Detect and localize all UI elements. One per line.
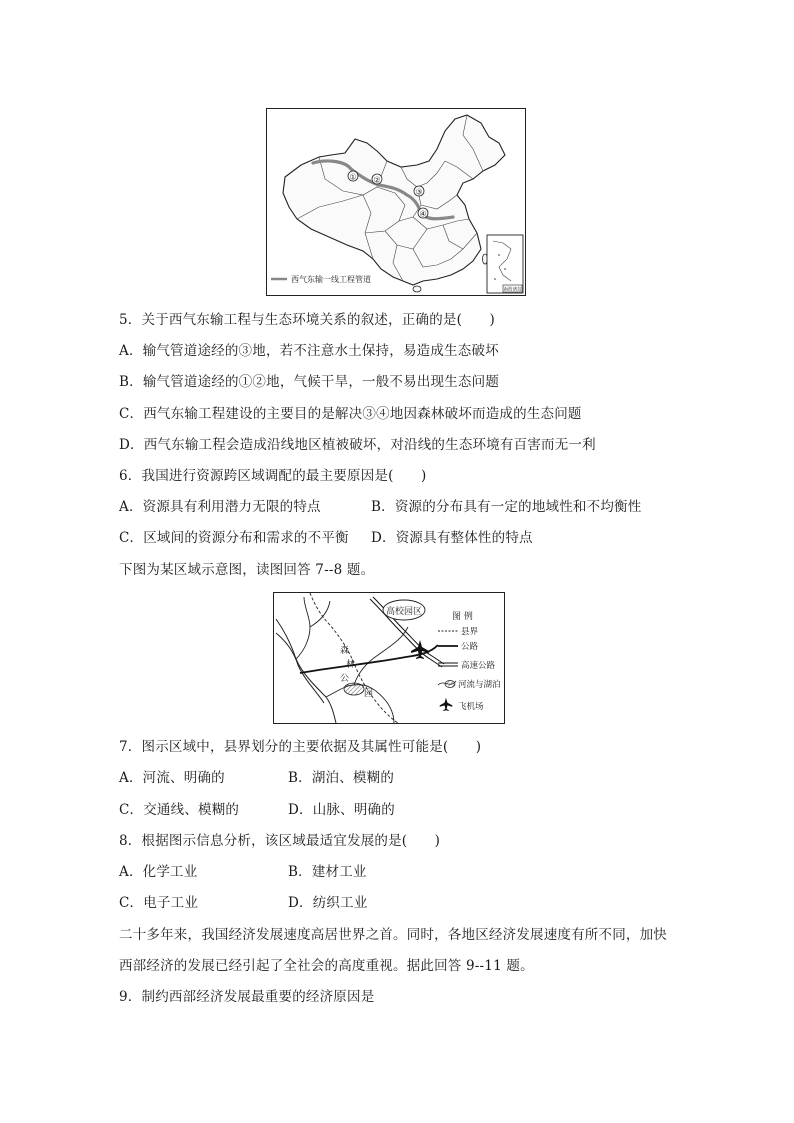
intro-7-8: 下图为某区域示意图，读图回答 7--8 题。 (119, 562, 375, 578)
pipeline-legend-label: 西气东输一线工程管道 (291, 275, 371, 284)
marker-2 (372, 174, 382, 185)
intro-9-11-line1: 二十多年来，我国经济发展速度高居世界之首。同时，各地区经济发展速度有所不同，加快 (119, 927, 667, 943)
q7-option-b: B．湖泊、模糊的 (288, 770, 395, 786)
marker-4 (418, 208, 428, 219)
q7-option-a: A．河流、明确的 (119, 770, 225, 786)
q6-option-a: A．资源具有利用潜力无限的特点 (119, 499, 321, 515)
q6-stem: 6．我国进行资源跨区域调配的最主要原因是( ) (119, 468, 427, 484)
svg-text:①: ① (349, 172, 357, 182)
svg-text:③: ③ (415, 187, 423, 197)
region-diagram-drawing (274, 593, 504, 723)
q7-stem: 7．图示区域中，县界划分的主要依据及其属性可能是( ) (119, 739, 482, 755)
forest-label-1: 森 (340, 646, 350, 656)
q5-stem: 5．关于西气东输工程与生态环境关系的叙述，正确的是( ) (119, 312, 495, 328)
q8-option-c: C．电子工业 (119, 895, 199, 911)
china-pipeline-map (266, 108, 526, 296)
svg-text:④: ④ (419, 209, 427, 219)
inset-label: 南海诸岛 (503, 287, 522, 293)
intro-9-11-line2: 西部经济的发展已经引起了全社会的高度重视。据此回答 9--11 题。 (119, 958, 534, 974)
q8-stem: 8．根据图示信息分析，该区域最适宜发展的是( ) (119, 833, 441, 849)
legend-airport: 飞机场 (458, 702, 484, 712)
legend-title: 图 例 (452, 612, 473, 622)
marker-3 (414, 186, 424, 197)
marker-1 (348, 171, 358, 182)
q7-option-c: C．交通线、模糊的 (119, 802, 240, 818)
region-diagram (273, 592, 505, 724)
china-map-drawing (267, 109, 525, 295)
svg-text:②: ② (373, 175, 381, 185)
q6-option-d: D．资源具有整体性的特点 (371, 530, 533, 546)
q5-option-c: C．西气东输工程建设的主要目的是解决③④地因森林破坏而造成的生态问题 (119, 406, 582, 422)
q9-stem: 9．制约西部经济发展最重要的经济原因是 (119, 989, 375, 1005)
q6-option-c: C．区域间的资源分布和需求的不平衡 (119, 530, 349, 546)
legend-water: 河流与湖泊 (458, 680, 501, 690)
legend-road: 公路 (461, 642, 479, 652)
park-label-2: 园 (364, 689, 374, 699)
q6-option-b: B．资源的分布具有一定的地域性和不均衡性 (371, 499, 642, 515)
q5-option-a: A．输气管道途经的③地，若不注意水土保持，易造成生态破坏 (119, 343, 499, 359)
forest-label-2: 林 (346, 660, 356, 670)
campus-label: 高校园区 (385, 607, 423, 617)
q8-option-a: A．化学工业 (119, 864, 198, 880)
lake (344, 683, 364, 695)
q5-option-b: B．输气管道途经的①②地，气候干旱，一般不易出现生态问题 (119, 374, 500, 390)
q5-option-d: D．西气东输工程会造成沿线地区植被破坏，对沿线的生态环境有百害而无一利 (119, 437, 596, 453)
south-sea-inset (487, 235, 523, 293)
q7-option-d: D．山脉、明确的 (288, 802, 395, 818)
park-label-1: 公 (340, 674, 350, 684)
legend-airport-icon (440, 698, 453, 711)
legend-highway: 高速公路 (461, 661, 496, 671)
legend-county: 县界 (461, 627, 479, 637)
q8-option-b: B．建材工业 (288, 864, 367, 880)
q8-option-d: D．纺织工业 (288, 895, 368, 911)
